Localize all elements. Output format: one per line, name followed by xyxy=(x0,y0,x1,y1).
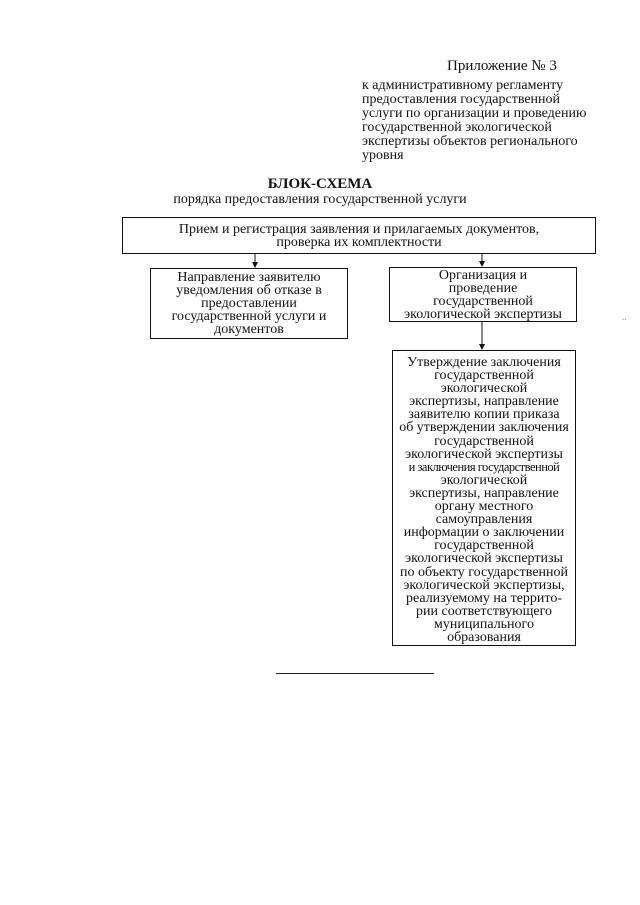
step-text-line: Прием и регистрация заявления и прилагаемых документов, xyxy=(178,221,540,237)
flowchart-subtitle: порядка предоставления государственной услуги xyxy=(173,192,467,207)
annex-line: государственной экологической xyxy=(362,120,552,135)
review-step-box xyxy=(389,267,577,322)
step-text-line: экспертизы, направление xyxy=(409,485,559,501)
step-text-line: экологической экспертизы, xyxy=(403,577,565,593)
step-text-line: экологической экспертизы xyxy=(405,551,563,567)
approval-step-box xyxy=(392,350,576,646)
intake-step-box xyxy=(122,217,596,254)
step-text-line: предоставлении xyxy=(201,296,297,311)
step-text-line: заявителю копии приказа xyxy=(408,407,560,423)
annex-line: уровня xyxy=(362,148,404,163)
annex-line: услуги по организации и проведению xyxy=(362,106,587,121)
step-text-line: государственной xyxy=(434,433,534,449)
annex-line: к административному регламенту xyxy=(362,78,564,93)
step-text-line: информации о заключении xyxy=(403,525,565,541)
step-text-line: экспертизы, направление xyxy=(409,394,559,410)
flowchart-title: БЛОК-СХЕМА xyxy=(267,176,373,192)
step-text-line: реализуемому на террито- xyxy=(405,590,563,606)
step-text-line: государственной xyxy=(433,293,533,309)
step-text-line: экологической xyxy=(440,381,528,397)
step-text-line: экологической экспертизы xyxy=(404,306,562,322)
annex-number: Приложение № 3 xyxy=(447,58,557,74)
step-text-line: по объекту государственной xyxy=(399,564,569,580)
step-text-line: экологической xyxy=(440,472,528,488)
annex-line: предоставления государственной xyxy=(362,92,561,107)
footer-separator-line xyxy=(276,673,434,674)
step-text-line: рии соответствующего xyxy=(416,603,552,619)
step-text-line: Организация и xyxy=(438,267,528,283)
step-text-line: государственной услуги и xyxy=(171,309,327,324)
step-text-line: государственной xyxy=(434,368,534,384)
step-text-line: и заключения государственной xyxy=(408,459,560,474)
step-text-line: муниципального xyxy=(434,616,534,632)
step-text-line: государственной xyxy=(434,538,534,554)
step-text-line: проверка их комплектности xyxy=(276,234,442,250)
step-text-line: Утверждение заключения xyxy=(407,355,561,370)
scan-edge-mark: .. xyxy=(622,312,627,322)
step-text-line: об утверждении заключения xyxy=(399,420,569,436)
step-text-line: самоуправления xyxy=(435,512,533,528)
step-text-line: документов xyxy=(214,322,284,337)
step-text-line: проведение xyxy=(448,280,518,296)
refusal-step-box xyxy=(150,268,348,339)
step-text-line: уведомления об отказе в xyxy=(176,283,322,298)
step-text-line: органу местного xyxy=(434,499,534,515)
step-text-line: экологической экспертизы xyxy=(405,446,563,462)
annex-line: экспертизы объектов регионального xyxy=(362,134,578,149)
step-text-line: Направление заявителю xyxy=(177,270,321,285)
step-text-line: образования xyxy=(447,629,521,645)
